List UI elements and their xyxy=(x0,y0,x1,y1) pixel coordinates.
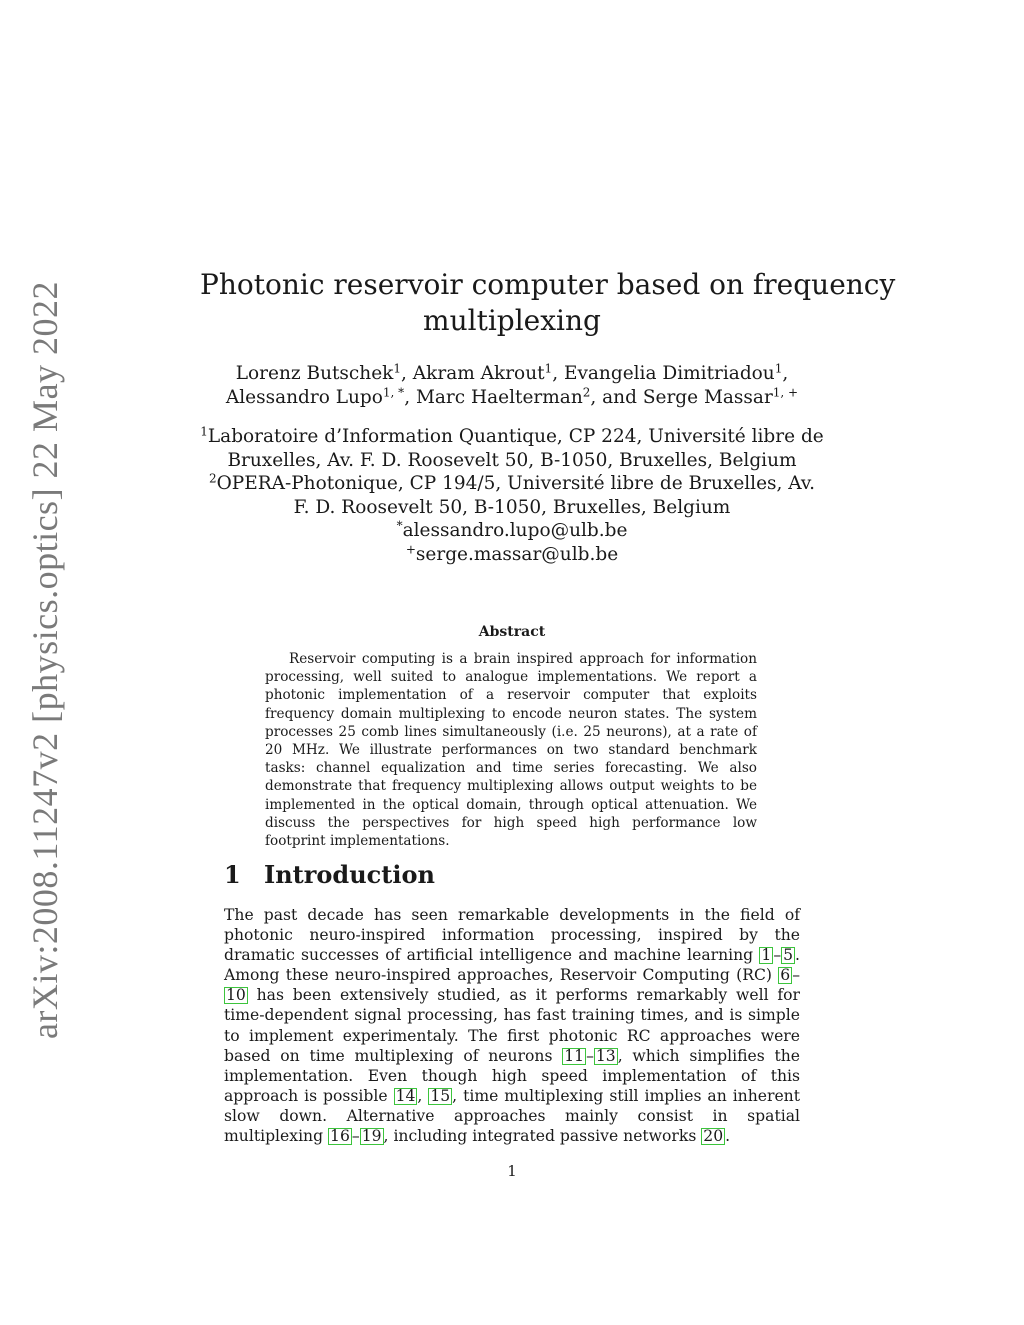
intro-text: , including integrated passive networks xyxy=(383,1127,702,1146)
affil-mark: 1 xyxy=(200,424,208,439)
abstract-heading: Abstract xyxy=(478,624,546,640)
arxiv-identifier: arXiv:2008.11247v2 [physics.optics] 22 May 2022 xyxy=(25,280,65,1040)
affiliation-2-line-1 xyxy=(200,472,824,496)
intro-text: . xyxy=(725,1127,731,1146)
author-name: Alessandro Lupo xyxy=(225,386,383,408)
author-affil-mark: 1 xyxy=(774,361,783,376)
author-affil-mark: 2 xyxy=(582,384,591,399)
intro-text: – xyxy=(351,1127,360,1146)
affiliations xyxy=(200,425,824,566)
intro-text: , which simplifies the implementation. Even though high speed implementation of this approach is possible xyxy=(224,1046,801,1105)
citation-link[interactable]: 1 xyxy=(761,946,772,965)
author-name: Lorenz Butschek xyxy=(235,363,394,384)
intro-text: – xyxy=(773,946,782,965)
email-1 xyxy=(200,519,824,543)
title-line-1: Photonic reservoir computer based on frequency xyxy=(200,268,896,301)
section-number: 1 xyxy=(224,860,241,889)
author-name: , Evangelia Dimitriadou xyxy=(552,363,775,384)
author-line-2 xyxy=(200,386,824,410)
intro-text: , time multiplexing still implies an inherent slow down. Alternative approaches mainly consist in spatial multiplexing xyxy=(224,1086,800,1146)
affiliation-text: Laboratoire d’Information Quantique, CP 224, Université libre de xyxy=(207,426,824,447)
author-separator: , xyxy=(782,363,789,384)
author-affil-mark: 1, + xyxy=(772,384,799,399)
page-number: 1 xyxy=(507,1162,517,1180)
citation-link[interactable]: 5 xyxy=(783,946,794,965)
email-mark: + xyxy=(405,541,416,556)
author-affil-mark: 1 xyxy=(393,361,402,376)
section-title: Introduction xyxy=(264,860,435,889)
author-name: , Marc Haelterman xyxy=(404,386,583,408)
citation-link[interactable]: 13 xyxy=(595,1046,616,1065)
citation-link[interactable]: 14 xyxy=(395,1086,416,1105)
intro-text: – xyxy=(792,966,800,985)
section-heading xyxy=(224,860,435,889)
author-name: , and Serge Massar xyxy=(590,386,773,408)
abstract-text xyxy=(265,650,757,850)
citation-link[interactable]: 15 xyxy=(430,1086,451,1105)
citation-link[interactable]: 10 xyxy=(226,986,246,1005)
intro-text: has been extensively studied, as it performs remarkably well for time-dependent signal processing, has fast training times, and is simple to implement experimentaly. The first photonic RC approaches were based on time multiplexing of neurons xyxy=(224,986,800,1065)
email-address: alessandro.lupo@ulb.be xyxy=(402,520,628,541)
intro-text: – xyxy=(586,1046,594,1065)
affiliation-text: OPERA-Photonique, CP 194/5, Université libre de Bruxelles, Av. xyxy=(216,473,816,494)
citation-link[interactable]: 6 xyxy=(780,966,791,985)
abstract-body: Reservoir computing is a brain inspired approach for information processing, well suited to analogue implementations. We report a photonic implementation of a reservoir computer that exploits frequency domain multiplexing to encode neuron states. The system processes 25 comb lines simultaneously (i.e. 25 neurons), at a rate of 20 MHz. We illustrate performances on two standard benchmark tasks: channel equalization and time series forecasting. We also demonstrate that frequency multiplexing allows output weights to be implemented in the optical domain, through optical attenuation. We discuss the perspectives for high speed high performance low footprint implementations. xyxy=(265,651,757,850)
author-affil-mark: 1 xyxy=(544,361,553,376)
citation-link[interactable]: 20 xyxy=(703,1127,724,1146)
affiliation-1-line-2: Bruxelles, Av. F. D. Roosevelt 50, B-1050, Bruxelles, Belgium xyxy=(227,449,797,471)
intro-paragraph xyxy=(224,905,800,1146)
email-mark: * xyxy=(396,518,403,533)
citation-link[interactable]: 19 xyxy=(361,1127,382,1146)
intro-text: , xyxy=(417,1086,429,1105)
email-address: serge.massar@ulb.be xyxy=(415,543,619,565)
author-list xyxy=(200,362,824,409)
author-name: , Akram Akrout xyxy=(401,363,545,384)
citation-link[interactable]: 11 xyxy=(564,1046,585,1065)
author-affil-mark: 1, * xyxy=(382,384,405,399)
email-2 xyxy=(200,543,824,567)
paper-title xyxy=(200,267,896,339)
affiliation-2-line-2: F. D. Roosevelt 50, B-1050, Bruxelles, Belgium xyxy=(293,496,731,518)
intro-text: . Among these neuro-inspired approaches, Reservoir Computing (RC) xyxy=(224,946,800,985)
affil-mark: 2 xyxy=(208,471,217,486)
intro-text: The past decade has seen remarkable developments in the field of photonic neuro-inspired information processing, inspired by the dramatic successes of artificial intelligence and machine learning xyxy=(224,906,800,965)
author-line-1 xyxy=(200,362,824,386)
affiliation-1-line-1 xyxy=(200,425,824,449)
title-line-2: multiplexing xyxy=(423,304,601,337)
citation-link[interactable]: 16 xyxy=(330,1127,350,1146)
